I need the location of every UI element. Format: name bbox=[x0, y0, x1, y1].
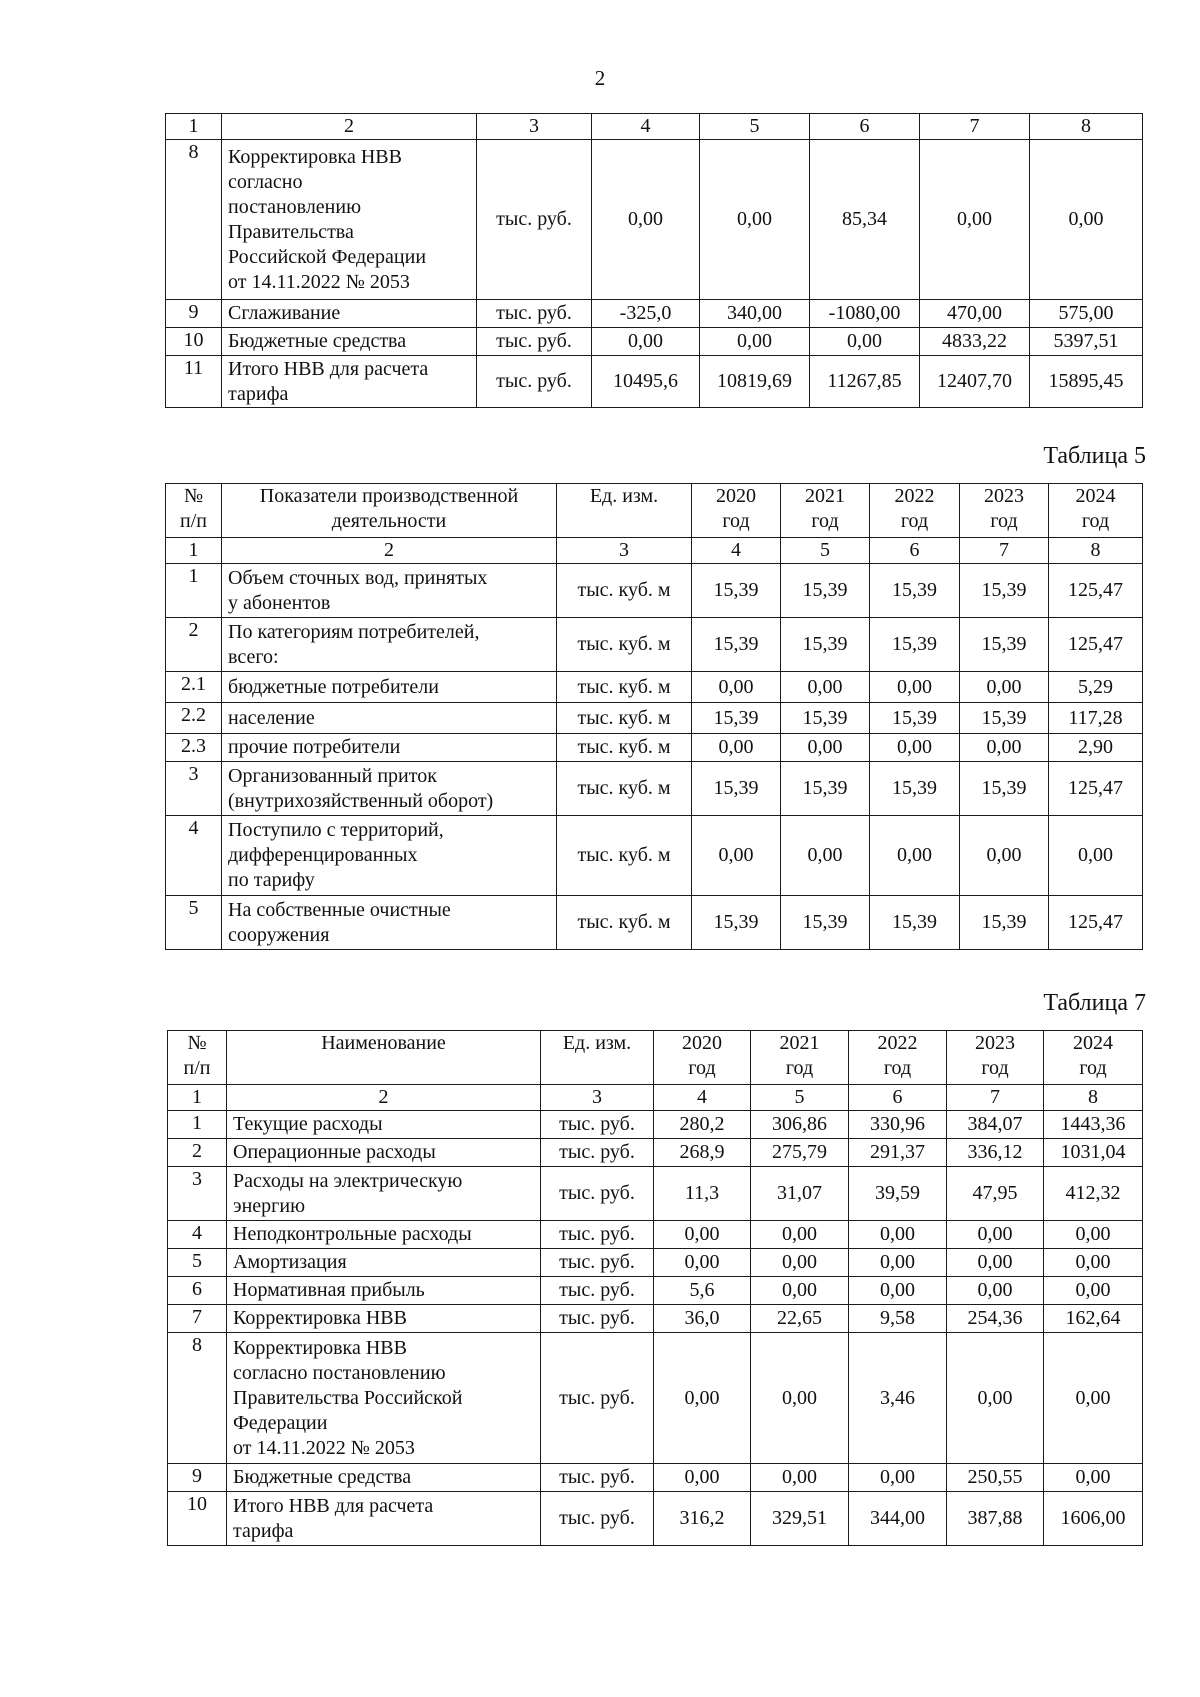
table-row bbox=[168, 1221, 1143, 1249]
row-value: 1606,00 bbox=[1044, 1492, 1143, 1546]
row-number: 5 bbox=[168, 1249, 227, 1277]
row-value: -325,0 bbox=[592, 300, 700, 328]
row-number: 8 bbox=[168, 1333, 227, 1464]
table-row bbox=[166, 618, 1143, 672]
row-name: Итого НВВ для расчета тарифа bbox=[222, 356, 477, 408]
row-number: 9 bbox=[168, 1464, 227, 1492]
row-value: 384,07 bbox=[947, 1111, 1044, 1139]
row-value: 0,00 bbox=[654, 1333, 751, 1464]
row-name: Объем сточных вод, принятых у абонентов bbox=[222, 564, 557, 618]
column-number-cell: 4 bbox=[654, 1085, 751, 1111]
row-value: 125,47 bbox=[1049, 564, 1143, 618]
table-row bbox=[166, 896, 1143, 950]
header-name: Наименование bbox=[227, 1031, 541, 1085]
row-unit: тыс. руб. bbox=[541, 1221, 654, 1249]
table5-caption: Таблица 5 bbox=[1043, 443, 1146, 469]
column-number-cell: 5 bbox=[781, 538, 870, 564]
header-year: 2020 год bbox=[654, 1031, 751, 1085]
row-unit: тыс. руб. bbox=[477, 328, 592, 356]
column-number-cell: 7 bbox=[947, 1085, 1044, 1111]
row-value: 15,39 bbox=[960, 618, 1049, 672]
row-value: 15,39 bbox=[870, 762, 960, 816]
row-value: 0,00 bbox=[947, 1277, 1044, 1305]
row-value: 0,00 bbox=[751, 1277, 849, 1305]
row-value: 15,39 bbox=[870, 703, 960, 734]
row-value: 0,00 bbox=[849, 1464, 947, 1492]
row-value: 329,51 bbox=[751, 1492, 849, 1546]
row-value: 0,00 bbox=[692, 816, 781, 896]
column-number-cell: 6 bbox=[849, 1085, 947, 1111]
row-value: 0,00 bbox=[1030, 140, 1143, 300]
table5 bbox=[165, 483, 1143, 950]
row-value: 254,36 bbox=[947, 1305, 1044, 1333]
table-row bbox=[166, 356, 1143, 408]
row-value: 36,0 bbox=[654, 1305, 751, 1333]
row-value: 11267,85 bbox=[810, 356, 920, 408]
row-value: 15,39 bbox=[960, 564, 1049, 618]
table-row bbox=[168, 1492, 1143, 1546]
row-unit: тыс. руб. bbox=[541, 1305, 654, 1333]
row-number: 1 bbox=[166, 564, 222, 618]
row-name: Операционные расходы bbox=[227, 1139, 541, 1167]
header-row bbox=[166, 484, 1143, 538]
row-number: 2.2 bbox=[166, 703, 222, 734]
row-name: Организованный приток (внутрихозяйственный оборот) bbox=[222, 762, 557, 816]
table-row bbox=[168, 1277, 1143, 1305]
row-value: 0,00 bbox=[700, 140, 810, 300]
row-value: 0,00 bbox=[1044, 1221, 1143, 1249]
row-value: 4833,22 bbox=[920, 328, 1030, 356]
row-value: 0,00 bbox=[947, 1221, 1044, 1249]
column-number-cell: 5 bbox=[751, 1085, 849, 1111]
row-name: Корректировка НВВ bbox=[227, 1305, 541, 1333]
row-value: 15,39 bbox=[692, 896, 781, 950]
row-value: 0,00 bbox=[1049, 816, 1143, 896]
row-value: 0,00 bbox=[751, 1249, 849, 1277]
row-value: 5,6 bbox=[654, 1277, 751, 1305]
row-value: 15,39 bbox=[960, 703, 1049, 734]
page-number: 2 bbox=[594, 66, 606, 90]
table7-caption: Таблица 7 bbox=[1043, 990, 1146, 1016]
row-value: 15,39 bbox=[692, 703, 781, 734]
row-value: 39,59 bbox=[849, 1167, 947, 1221]
column-number-cell: 4 bbox=[592, 114, 700, 140]
row-number: 7 bbox=[168, 1305, 227, 1333]
row-name: Сглаживание bbox=[222, 300, 477, 328]
row-name: Текущие расходы bbox=[227, 1111, 541, 1139]
row-unit: тыс. руб. bbox=[541, 1111, 654, 1139]
column-number-cell: 3 bbox=[477, 114, 592, 140]
row-unit: тыс. руб. bbox=[541, 1464, 654, 1492]
row-value: 117,28 bbox=[1049, 703, 1143, 734]
row-value: 5,29 bbox=[1049, 672, 1143, 703]
row-value: 15,39 bbox=[692, 564, 781, 618]
row-value: 0,00 bbox=[1044, 1333, 1143, 1464]
header-year: 2023 год bbox=[947, 1031, 1044, 1085]
row-number: 1 bbox=[168, 1111, 227, 1139]
row-value: 5397,51 bbox=[1030, 328, 1143, 356]
row-number: 3 bbox=[166, 762, 222, 816]
row-value: 0,00 bbox=[592, 328, 700, 356]
column-number-cell: 1 bbox=[166, 114, 222, 140]
header-num: № п/п bbox=[168, 1031, 227, 1085]
row-value: 0,00 bbox=[700, 328, 810, 356]
row-number: 2 bbox=[168, 1139, 227, 1167]
row-value: 250,55 bbox=[947, 1464, 1044, 1492]
table-row bbox=[166, 564, 1143, 618]
row-unit: тыс. куб. м bbox=[557, 816, 692, 896]
row-name: прочие потребители bbox=[222, 734, 557, 762]
column-number-cell: 8 bbox=[1030, 114, 1143, 140]
row-value: 316,2 bbox=[654, 1492, 751, 1546]
row-value: 275,79 bbox=[751, 1139, 849, 1167]
header-year: 2023 год bbox=[960, 484, 1049, 538]
row-value: 0,00 bbox=[1044, 1277, 1143, 1305]
row-value: 330,96 bbox=[849, 1111, 947, 1139]
row-value: 15895,45 bbox=[1030, 356, 1143, 408]
table-row bbox=[168, 1139, 1143, 1167]
row-value: 340,00 bbox=[700, 300, 810, 328]
row-name: Итого НВВ для расчета тарифа bbox=[227, 1492, 541, 1546]
header-year: 2022 год bbox=[849, 1031, 947, 1085]
row-name: По категориям потребителей, всего: bbox=[222, 618, 557, 672]
table-row bbox=[168, 1167, 1143, 1221]
row-unit: тыс. руб. bbox=[477, 300, 592, 328]
row-value: 47,95 bbox=[947, 1167, 1044, 1221]
row-value: 0,00 bbox=[870, 672, 960, 703]
row-value: 0,00 bbox=[960, 672, 1049, 703]
header-year: 2024 год bbox=[1044, 1031, 1143, 1085]
row-value: 470,00 bbox=[920, 300, 1030, 328]
row-value: 15,39 bbox=[781, 896, 870, 950]
row-value: 0,00 bbox=[781, 816, 870, 896]
row-value: 0,00 bbox=[947, 1249, 1044, 1277]
row-value: 3,46 bbox=[849, 1333, 947, 1464]
table-row bbox=[166, 703, 1143, 734]
row-value: 412,32 bbox=[1044, 1167, 1143, 1221]
row-number: 3 bbox=[168, 1167, 227, 1221]
row-name: бюджетные потребители bbox=[222, 672, 557, 703]
row-name: Корректировка НВВ согласно постановлению Правительства Российской Федерации от 14.11.2022 № 2053 bbox=[222, 140, 477, 300]
row-unit: тыс. куб. м bbox=[557, 762, 692, 816]
row-value: 125,47 bbox=[1049, 896, 1143, 950]
row-value: 344,00 bbox=[849, 1492, 947, 1546]
column-number-cell: 3 bbox=[541, 1085, 654, 1111]
table-row bbox=[166, 672, 1143, 703]
row-value: 31,07 bbox=[751, 1167, 849, 1221]
table-row bbox=[168, 1333, 1143, 1464]
row-value: 0,00 bbox=[692, 734, 781, 762]
row-number: 11 bbox=[166, 356, 222, 408]
table-row bbox=[168, 1249, 1143, 1277]
table-row bbox=[166, 140, 1143, 300]
row-name: Корректировка НВВ согласно постановлению Правительства Российской Федерации от 14.11.2022 № 2053 bbox=[227, 1333, 541, 1464]
row-value: 15,39 bbox=[781, 762, 870, 816]
row-value: 10819,69 bbox=[700, 356, 810, 408]
row-value: 0,00 bbox=[1044, 1249, 1143, 1277]
row-name: На собственные очистные сооружения bbox=[222, 896, 557, 950]
row-unit: тыс. руб. bbox=[541, 1249, 654, 1277]
header-num: № п/п bbox=[166, 484, 222, 538]
row-name: население bbox=[222, 703, 557, 734]
row-value: 15,39 bbox=[960, 896, 1049, 950]
row-name: Поступило с территорий, дифференцированных по тарифу bbox=[222, 816, 557, 896]
header-year: 2020 год bbox=[692, 484, 781, 538]
row-value: 22,65 bbox=[751, 1305, 849, 1333]
row-number: 10 bbox=[166, 328, 222, 356]
row-value: 268,9 bbox=[654, 1139, 751, 1167]
row-name: Нормативная прибыль bbox=[227, 1277, 541, 1305]
row-unit: тыс. куб. м bbox=[557, 618, 692, 672]
column-number-cell: 4 bbox=[692, 538, 781, 564]
row-value: 0,00 bbox=[870, 734, 960, 762]
row-value: 575,00 bbox=[1030, 300, 1143, 328]
row-value: 0,00 bbox=[960, 816, 1049, 896]
row-value: 0,00 bbox=[692, 672, 781, 703]
row-value: 387,88 bbox=[947, 1492, 1044, 1546]
row-value: 0,00 bbox=[751, 1333, 849, 1464]
row-value: 0,00 bbox=[1044, 1464, 1143, 1492]
row-value: 0,00 bbox=[870, 816, 960, 896]
table-row bbox=[166, 762, 1143, 816]
header-unit: Ед. изм. bbox=[541, 1031, 654, 1085]
row-unit: тыс. куб. м bbox=[557, 564, 692, 618]
row-value: 0,00 bbox=[947, 1333, 1044, 1464]
row-value: 0,00 bbox=[654, 1221, 751, 1249]
row-name: Бюджетные средства bbox=[222, 328, 477, 356]
row-number: 6 bbox=[168, 1277, 227, 1305]
column-number-cell: 6 bbox=[870, 538, 960, 564]
row-number: 8 bbox=[166, 140, 222, 300]
row-value: 0,00 bbox=[654, 1249, 751, 1277]
row-value: 15,39 bbox=[781, 703, 870, 734]
row-value: 280,2 bbox=[654, 1111, 751, 1139]
row-value: 291,37 bbox=[849, 1139, 947, 1167]
column-number-cell: 3 bbox=[557, 538, 692, 564]
row-number: 4 bbox=[166, 816, 222, 896]
column-number-cell: 5 bbox=[700, 114, 810, 140]
column-number-cell: 7 bbox=[920, 114, 1030, 140]
header-year: 2021 год bbox=[781, 484, 870, 538]
column-number-cell: 1 bbox=[166, 538, 222, 564]
row-value: 10495,6 bbox=[592, 356, 700, 408]
table-row bbox=[168, 1305, 1143, 1333]
header-name: Показатели производственной деятельности bbox=[222, 484, 557, 538]
header-year: 2021 год bbox=[751, 1031, 849, 1085]
row-unit: тыс. руб. bbox=[477, 356, 592, 408]
row-value: 0,00 bbox=[920, 140, 1030, 300]
header-year: 2024 год bbox=[1049, 484, 1143, 538]
column-number-row bbox=[166, 114, 1143, 140]
table-row bbox=[166, 328, 1143, 356]
table-row bbox=[168, 1464, 1143, 1492]
row-value: 11,3 bbox=[654, 1167, 751, 1221]
row-value: 0,00 bbox=[849, 1277, 947, 1305]
row-value: 0,00 bbox=[592, 140, 700, 300]
row-value: 0,00 bbox=[781, 672, 870, 703]
column-number-cell: 8 bbox=[1044, 1085, 1143, 1111]
row-value: 15,39 bbox=[870, 896, 960, 950]
column-number-cell: 2 bbox=[227, 1085, 541, 1111]
row-name: Бюджетные средства bbox=[227, 1464, 541, 1492]
row-unit: тыс. руб. bbox=[477, 140, 592, 300]
row-unit: тыс. куб. м bbox=[557, 703, 692, 734]
row-unit: тыс. руб. bbox=[541, 1277, 654, 1305]
table-row bbox=[168, 1111, 1143, 1139]
row-unit: тыс. руб. bbox=[541, 1333, 654, 1464]
row-value: 0,00 bbox=[960, 734, 1049, 762]
row-number: 2 bbox=[166, 618, 222, 672]
row-value: 1443,36 bbox=[1044, 1111, 1143, 1139]
row-value: 125,47 bbox=[1049, 618, 1143, 672]
row-value: 0,00 bbox=[751, 1221, 849, 1249]
row-value: 0,00 bbox=[781, 734, 870, 762]
table-row bbox=[166, 816, 1143, 896]
row-unit: тыс. руб. bbox=[541, 1492, 654, 1546]
column-number-cell: 2 bbox=[222, 114, 477, 140]
header-row bbox=[168, 1031, 1143, 1085]
row-value: 15,39 bbox=[781, 618, 870, 672]
row-name: Неподконтрольные расходы bbox=[227, 1221, 541, 1249]
row-value: 0,00 bbox=[751, 1464, 849, 1492]
row-number: 10 bbox=[168, 1492, 227, 1546]
row-value: 0,00 bbox=[654, 1464, 751, 1492]
row-unit: тыс. куб. м bbox=[557, 734, 692, 762]
row-number: 5 bbox=[166, 896, 222, 950]
row-number: 9 bbox=[166, 300, 222, 328]
row-unit: тыс. куб. м bbox=[557, 672, 692, 703]
header-unit: Ед. изм. bbox=[557, 484, 692, 538]
row-value: 12407,70 bbox=[920, 356, 1030, 408]
row-number: 2.1 bbox=[166, 672, 222, 703]
row-value: 15,39 bbox=[870, 618, 960, 672]
row-value: 125,47 bbox=[1049, 762, 1143, 816]
row-value: 1031,04 bbox=[1044, 1139, 1143, 1167]
row-value: 15,39 bbox=[870, 564, 960, 618]
table-continuation bbox=[165, 113, 1143, 408]
row-value: 0,00 bbox=[849, 1249, 947, 1277]
table-row bbox=[166, 734, 1143, 762]
row-value: 15,39 bbox=[960, 762, 1049, 816]
table7 bbox=[167, 1030, 1143, 1546]
row-value: 162,64 bbox=[1044, 1305, 1143, 1333]
row-value: 0,00 bbox=[810, 328, 920, 356]
row-value: 306,86 bbox=[751, 1111, 849, 1139]
column-number-cell: 1 bbox=[168, 1085, 227, 1111]
row-unit: тыс. куб. м bbox=[557, 896, 692, 950]
row-value: 2,90 bbox=[1049, 734, 1143, 762]
row-value: 15,39 bbox=[692, 618, 781, 672]
table-row bbox=[166, 300, 1143, 328]
row-number: 4 bbox=[168, 1221, 227, 1249]
row-value: 15,39 bbox=[692, 762, 781, 816]
column-number-cell: 2 bbox=[222, 538, 557, 564]
row-value: 336,12 bbox=[947, 1139, 1044, 1167]
column-number-cell: 8 bbox=[1049, 538, 1143, 564]
column-number-row bbox=[168, 1085, 1143, 1111]
column-number-cell: 6 bbox=[810, 114, 920, 140]
row-value: -1080,00 bbox=[810, 300, 920, 328]
column-number-row bbox=[166, 538, 1143, 564]
row-unit: тыс. руб. bbox=[541, 1167, 654, 1221]
row-number: 2.3 bbox=[166, 734, 222, 762]
row-name: Расходы на электрическую энергию bbox=[227, 1167, 541, 1221]
row-value: 85,34 bbox=[810, 140, 920, 300]
row-value: 15,39 bbox=[781, 564, 870, 618]
row-unit: тыс. руб. bbox=[541, 1139, 654, 1167]
row-name: Амортизация bbox=[227, 1249, 541, 1277]
column-number-cell: 7 bbox=[960, 538, 1049, 564]
row-value: 0,00 bbox=[849, 1221, 947, 1249]
row-value: 9,58 bbox=[849, 1305, 947, 1333]
header-year: 2022 год bbox=[870, 484, 960, 538]
